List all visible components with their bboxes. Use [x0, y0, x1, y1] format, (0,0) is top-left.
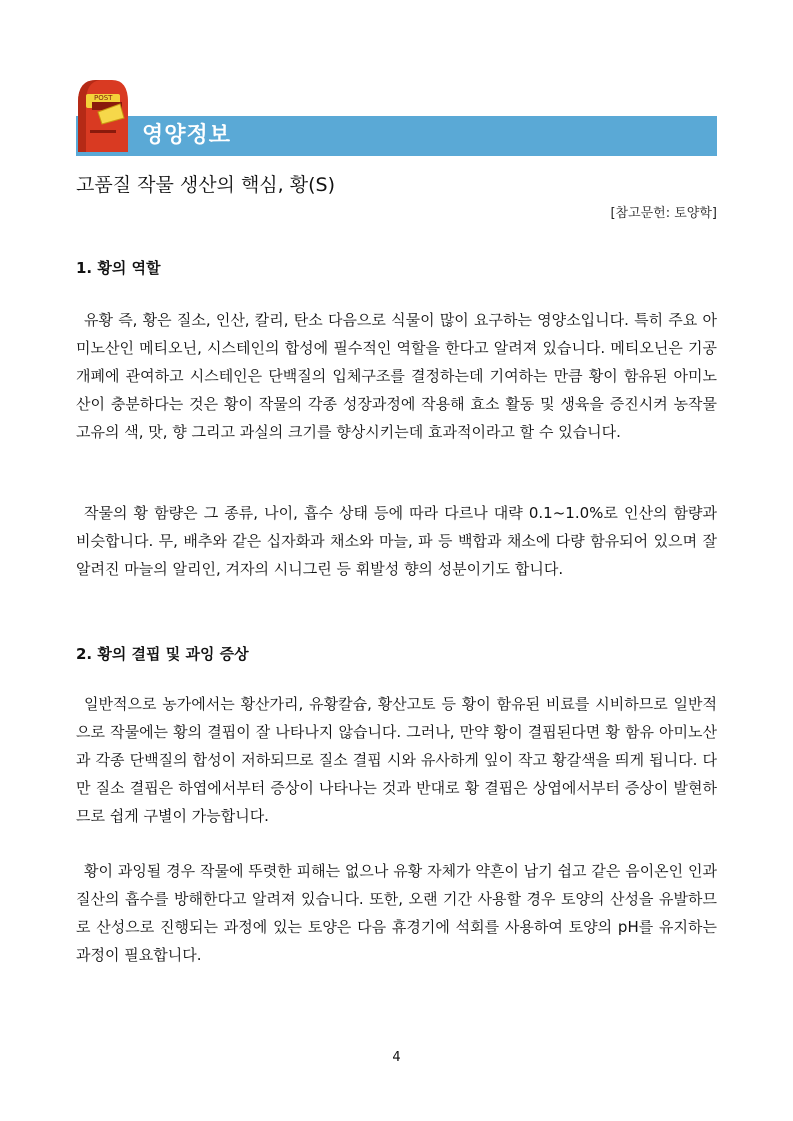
- postbox-logo-text: POST: [94, 94, 113, 102]
- section-heading: 2. 황의 결핍 및 과잉 증상: [76, 645, 249, 663]
- paragraph: 일반적으로 농가에서는 황산가리, 유황칼슘, 황산고토 등 황이 함유된 비료를 시비하므로 일반적으로 작물에는 황의 결핍이 잘 나타나지 않습니다. 그러나, 만약 황이 결핍된다면 황 함유 아미노산과 각종 단백질의 합성이 저하되므로 질소 결핍 시와 유사하게 잎이 작고 황갈색을 띄게 됩니다. 다만 질소 결핍은 하엽에서부터 증상이 나타나는 것과 반대로 황 결핍은 상엽에서부터 증상이 발현하므로 쉽게 구별이 가능합니다.: [76, 695, 717, 825]
- paragraph: 황이 과잉될 경우 작물에 뚜렷한 피해는 없으나 유황 자체가 약흔이 남기 쉽고 같은 음이온인 인과 질산의 흡수를 방해한다고 알려져 있습니다. 또한, 오랜 기간 사용할 경우 토양의 산성을 유발하므로 산성으로 진행되는 과정에 있는 토양은 다음 휴경기에 석회를 사용하여 토양의 pH를 유지하는 과정이 필요합니다.: [76, 862, 717, 964]
- reference-note: [참고문헌: 토양학]: [610, 206, 717, 221]
- paragraph: 유황 즉, 황은 질소, 인산, 칼리, 탄소 다음으로 식물이 많이 요구하는 영양소입니다. 특히 주요 아미노산인 메티오닌, 시스테인의 합성에 필수적인 역할을 한다고 알려져 있습니다. 메티오닌은 기공개폐에 관여하고 시스테인은 단백질의 입체구조를 결정하는데 기여하는 만큼 황이 함유된 아미노산이 충분하다는 것은 황이 작물의 각종 성장과정에 작용해 효소 활동 및 생육을 증진시켜 농작물 고유의 색, 맛, 향 그리고 과실의 크기를 향상시키는데 효과적이라고 할 수 있습니다.: [76, 311, 717, 441]
- paragraph: 작물의 황 함량은 그 종류, 나이, 흡수 상태 등에 따라 다르나 대략 0.1~1.0%로 인산의 함량과 비슷합니다. 무, 배추와 같은 십자화과 채소와 마늘, 파 등 백합과 채소에 다량 함유되어 있으며 잘 알려진 마늘의 알리인, 겨자의 시니그린 등 휘발성 향의 성분이기도 합니다.: [76, 504, 717, 578]
- section-heading: 1. 황의 역할: [76, 259, 161, 277]
- banner-title: 영양정보: [142, 123, 232, 148]
- red-postbox-icon: [72, 72, 134, 154]
- page-number: 4: [392, 1050, 401, 1065]
- document-title: 고품질 작물 생산의 핵심, 황(S): [76, 174, 335, 196]
